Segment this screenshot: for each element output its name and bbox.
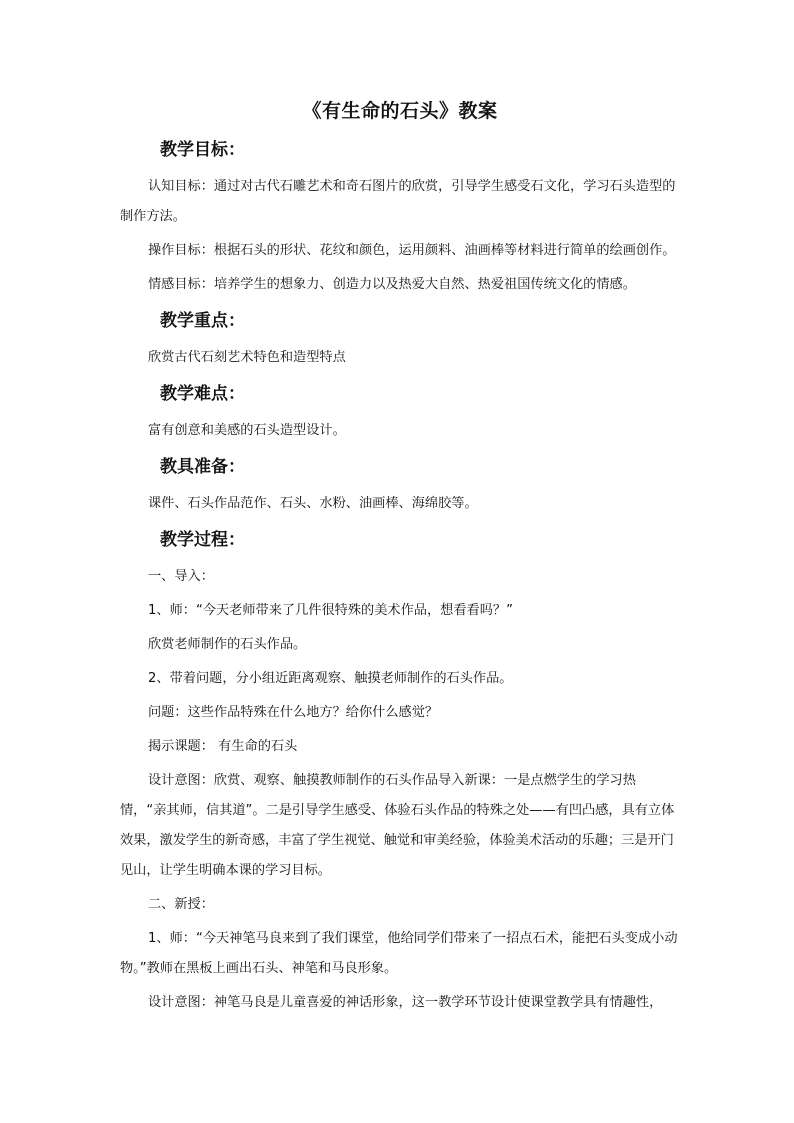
heading-objectives: 教学目标：	[160, 140, 245, 160]
process-step-2: 2、带着问题，分小组近距离观察、触摸老师制作的石头作品。	[148, 671, 513, 686]
key-points-text: 欣赏古代石刻艺术特色和造型特点	[148, 350, 346, 365]
document-title: 《有生命的石头》教案	[302, 100, 498, 122]
document-page	[120, 96, 680, 1022]
process-question: 问题：这些作品特殊在什么地方？给你什么感觉？	[148, 705, 439, 720]
process-appreciate: 欣赏老师制作的石头作品。	[148, 637, 307, 652]
heading-difficulties: 教学难点：	[160, 384, 245, 404]
process-intro-heading: 一、导入：	[148, 569, 214, 584]
materials-text: 课件、石头作品范作、石头、水粉、油画棒、海绵胶等。	[148, 496, 478, 511]
objective-operation: 操作目标：根据石头的形状、花纹和颜色，运用颜料、油画棒等材料进行简单的绘画创作。	[148, 243, 676, 258]
objective-emotion: 情感目标：培养学生的想象力、创造力以及热爱大自然、热爱祖国传统文化的情感。	[148, 277, 636, 292]
process-step-1: 1、师：“今天老师带来了几件很特殊的美术作品，想看看吗？”	[148, 603, 513, 618]
process-design-intent-1: 设计意图：欣赏、观察、触摸教师制作的石头作品导入新课：一是点燃学生的学习热情，“亲其师，信其道”。二是引导学生感受、体验石头作品的特殊之处——有凹凸感，具有立体效果，激发学生的新奇感，丰富了学生视觉、触觉和审美经验，体验美术活动的乐趣；三是开门见山，让学生明确本课的学习目标。	[120, 773, 675, 878]
heading-key-points: 教学重点：	[160, 311, 245, 331]
difficulties-text: 富有创意和美感的石头造型设计。	[148, 423, 346, 438]
process-design-intent-2: 设计意图：神笔马良是儿童喜爱的神话形象，这一教学环节设计使课堂教学具有情趣性，	[148, 995, 663, 1010]
process-new-step-1: 1、师：“今天神笔马良来到了我们课堂，他给同学们带来了一招点石术，能把石头变成小动物。”教师在黑板上画出石头、神笔和马良形象。	[120, 931, 678, 976]
heading-materials: 教具准备：	[160, 457, 245, 477]
heading-process: 教学过程：	[160, 530, 245, 550]
process-reveal-topic: 揭示课题： 有生命的石头	[148, 739, 298, 754]
process-new-lesson-heading: 二、新授：	[148, 897, 214, 912]
objective-cognitive: 认知目标：通过对古代石雕艺术和奇石图片的欣赏，引导学生感受石文化，学习石头造型的制作方法。	[120, 179, 676, 224]
